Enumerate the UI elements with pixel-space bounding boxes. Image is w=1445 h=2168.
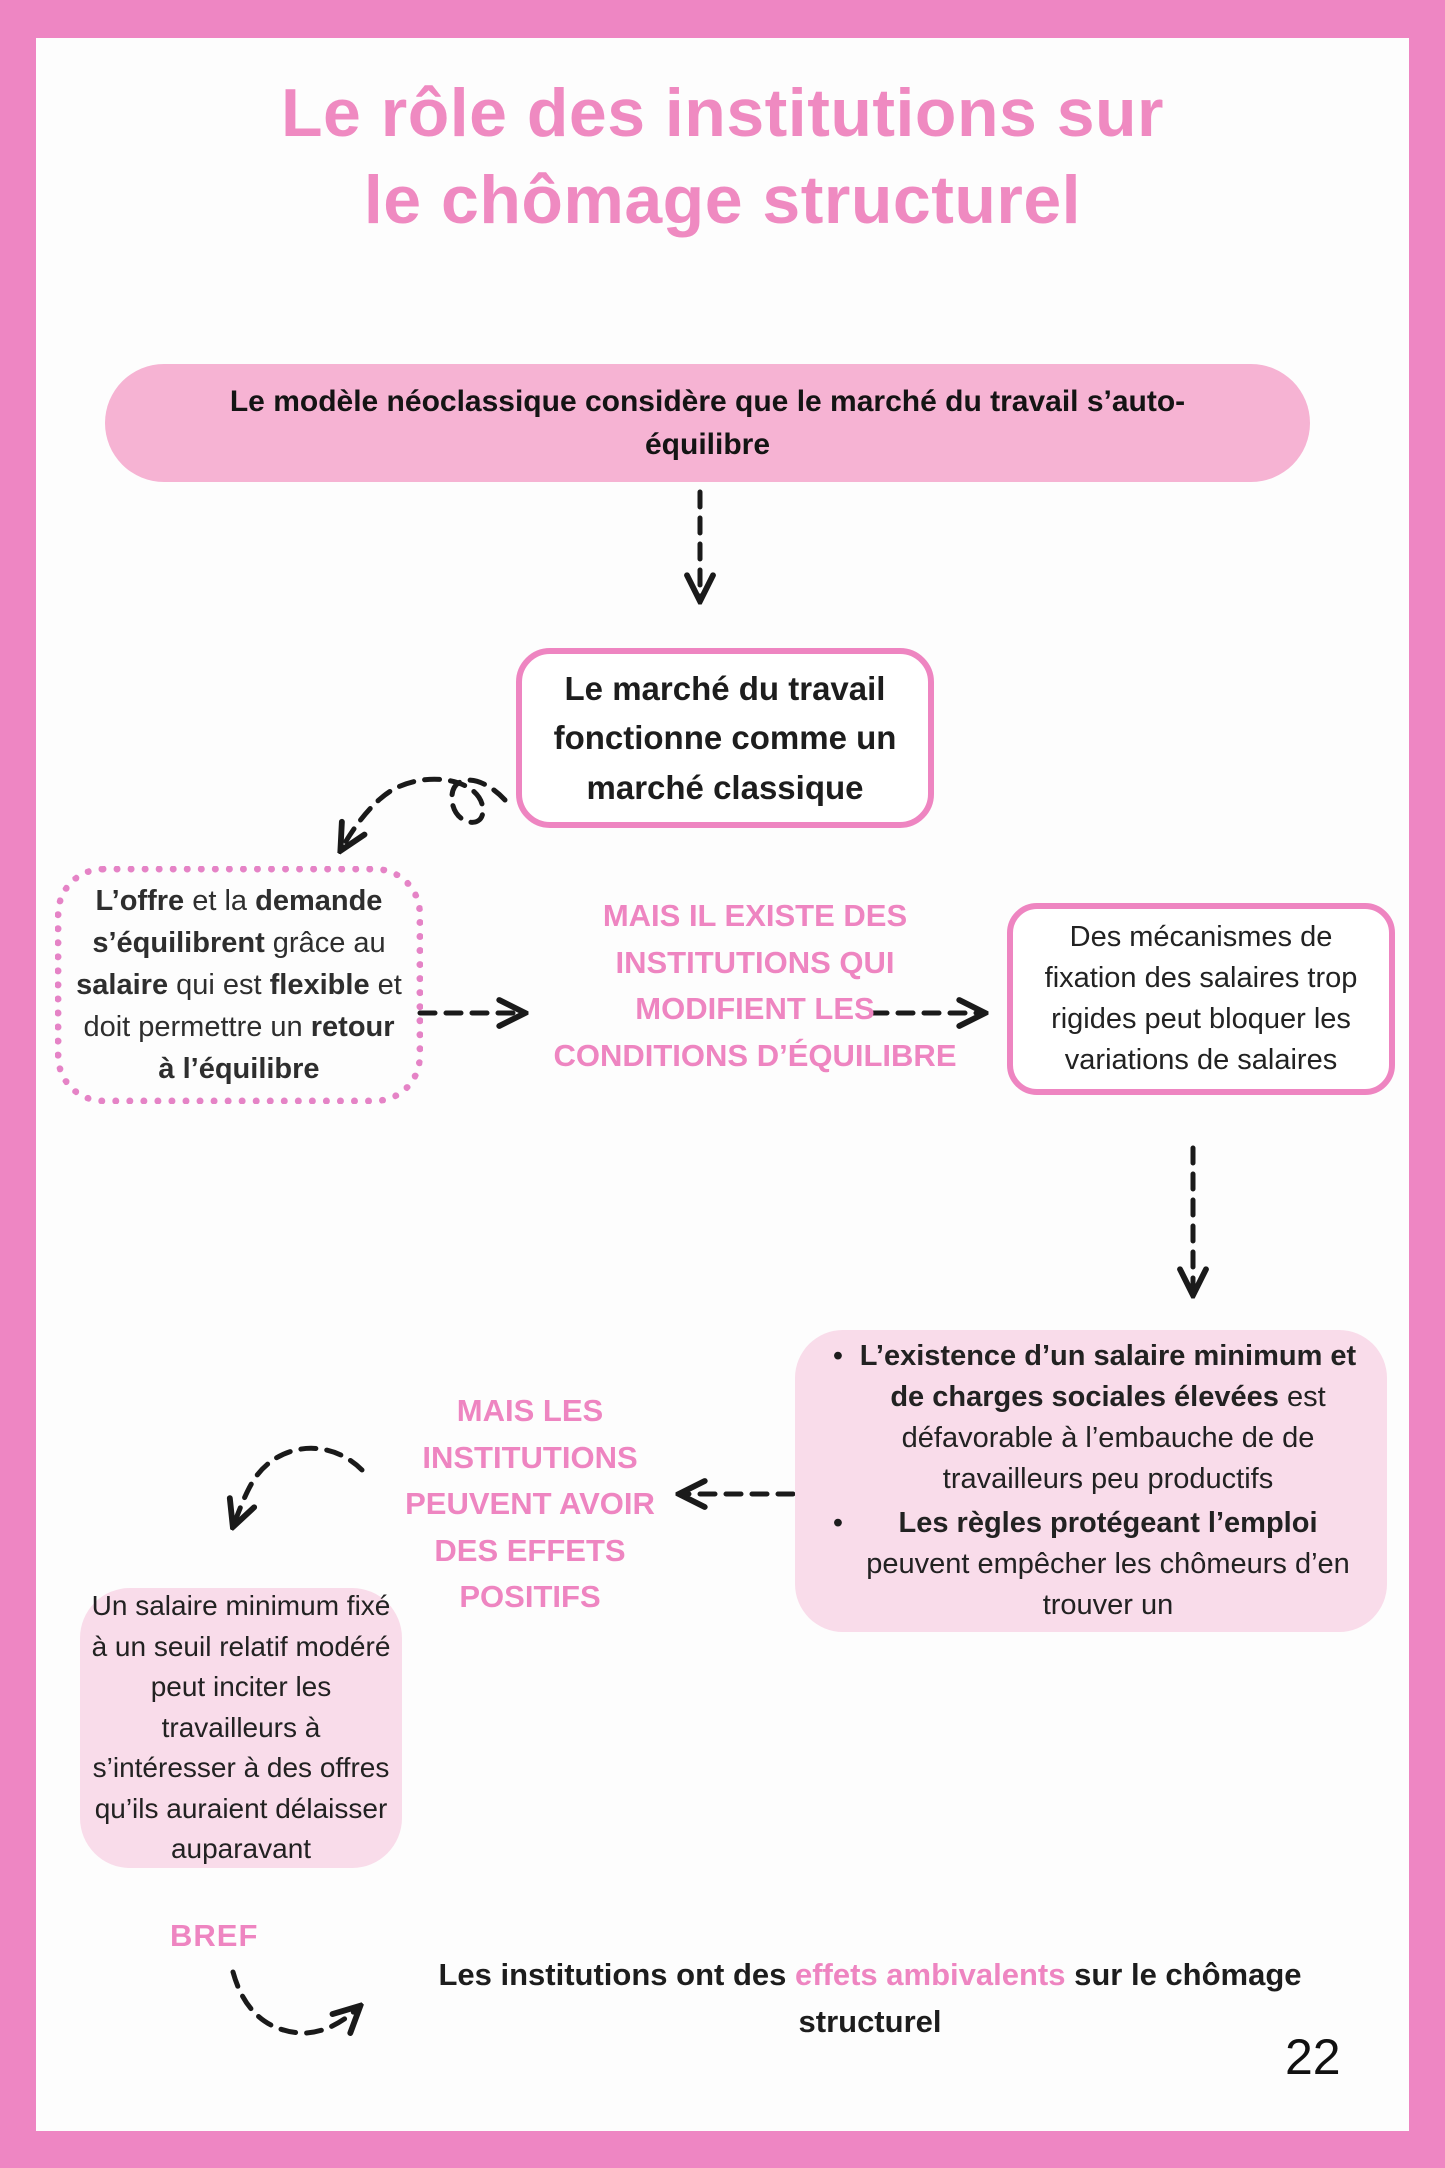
- conclusion-text: Les institutions ont des effets ambivalents sur le chômage structurel: [438, 1957, 1302, 2039]
- premise-pill: [105, 364, 1310, 482]
- page-number: 22: [1285, 2029, 1341, 2085]
- page-title: [0, 70, 1445, 244]
- bref-label: BREF: [170, 1918, 259, 1953]
- bullet-icon: •: [832, 1506, 844, 1539]
- page-title-line1: Le rôle des institutions sur: [280, 75, 1165, 151]
- negative-effects-box: [795, 1330, 1387, 1632]
- bullet-icon: •: [832, 1339, 844, 1372]
- positive-effects-label: MAIS LES INSTITUTIONS PEUVENT AVOIR DES EFFETS POSITIFS: [405, 1393, 655, 1614]
- market-box-text: Le marché du travail fonctionne comme un marché classique: [553, 669, 897, 806]
- list-item: [821, 1336, 1361, 1501]
- market-box: [516, 648, 934, 828]
- negative-effect-1: L’existence d’un salaire minimum et de charges sociales élevées est défavorable à l’embauche de de travailleurs peu productifs: [859, 1339, 1357, 1496]
- negative-effect-2: Les règles protégeant l’emploi peuvent empêcher les chômeurs d’en trouver un: [866, 1506, 1350, 1621]
- institutions-modify-label: MAIS IL EXISTE DES INSTITUTIONS QUI MODIFIENT LES CONDITIONS D’ÉQUILIBRE: [553, 898, 957, 1073]
- page-title-line2: le chômage structurel: [363, 162, 1082, 239]
- equilibrium-dotted-box: [55, 866, 423, 1104]
- min-wage-box: [80, 1588, 402, 1868]
- premise-text: Le modèle néoclassique considère que le marché du travail s’auto-équilibre: [229, 384, 1186, 461]
- rigid-mechanisms-text: Des mécanismes de fixation des salaires trop rigides peut bloquer les variations de salaires: [1044, 920, 1358, 1077]
- min-wage-text: Un salaire minimum fixé à un seuil relatif modéré peut inciter les travailleurs à s’intéresser à des offres qu’ils auraient délaisser auparavant: [91, 1589, 391, 1865]
- rigid-mechanisms-box: [1007, 903, 1395, 1095]
- list-item: [821, 1503, 1361, 1627]
- equilibrium-text: L’offre et la demande s’équilibrent grâce au salaire qui est flexible et doit permettre un retour à l’équilibre: [76, 884, 402, 1086]
